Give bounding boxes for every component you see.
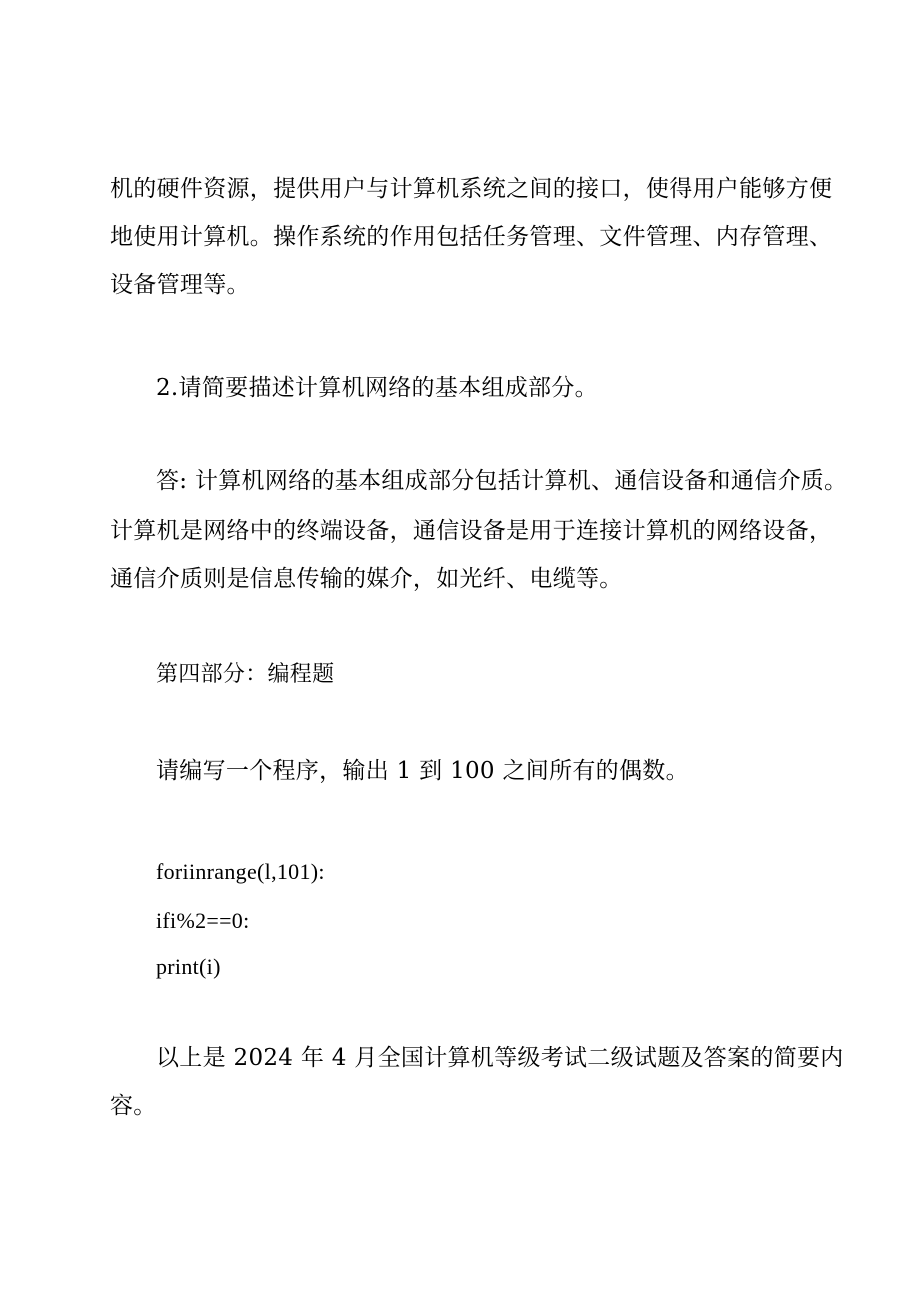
section-4-heading: 第四部分：编程题 [156,662,335,687]
answer-2-line-1: 答: 计算机网络的基本组成部分包括计算机、通信设备和通信介质。 [156,468,848,494]
programming-question: 请编写一个程序，输出 1 到 100 之间所有的偶数。 [156,758,689,784]
code-line-1: foriinrange(l,101): [156,859,325,884]
answer-2-line-3: 通信介质则是信息传输的媒介，如光纤、电缆等。 [110,566,623,592]
closing-line-2: 容。 [110,1093,157,1119]
paragraph-os-line-3: 设备管理等。 [110,272,250,298]
paragraph-os-line-2: 地使用计算机。操作系统的作用包括任务管理、文件管理、内存管理、 [110,224,833,250]
code-line-3: print(i) [156,954,221,979]
code-line-2: ifi%2==0: [156,908,250,933]
paragraph-os-line-1: 机的硬件资源，提供用户与计算机系统之间的接口，使得用户能够方便 [110,176,833,202]
question-2: 2.请简要描述计算机网络的基本组成部分。 [156,375,598,401]
answer-2-line-2: 计算机是网络中的终端设备，通信设备是用于连接计算机的网络设备， [110,518,833,544]
closing-line-1: 以上是 2024 年 4 月全国计算机等级考试二级试题及答案的简要内 [156,1045,844,1071]
